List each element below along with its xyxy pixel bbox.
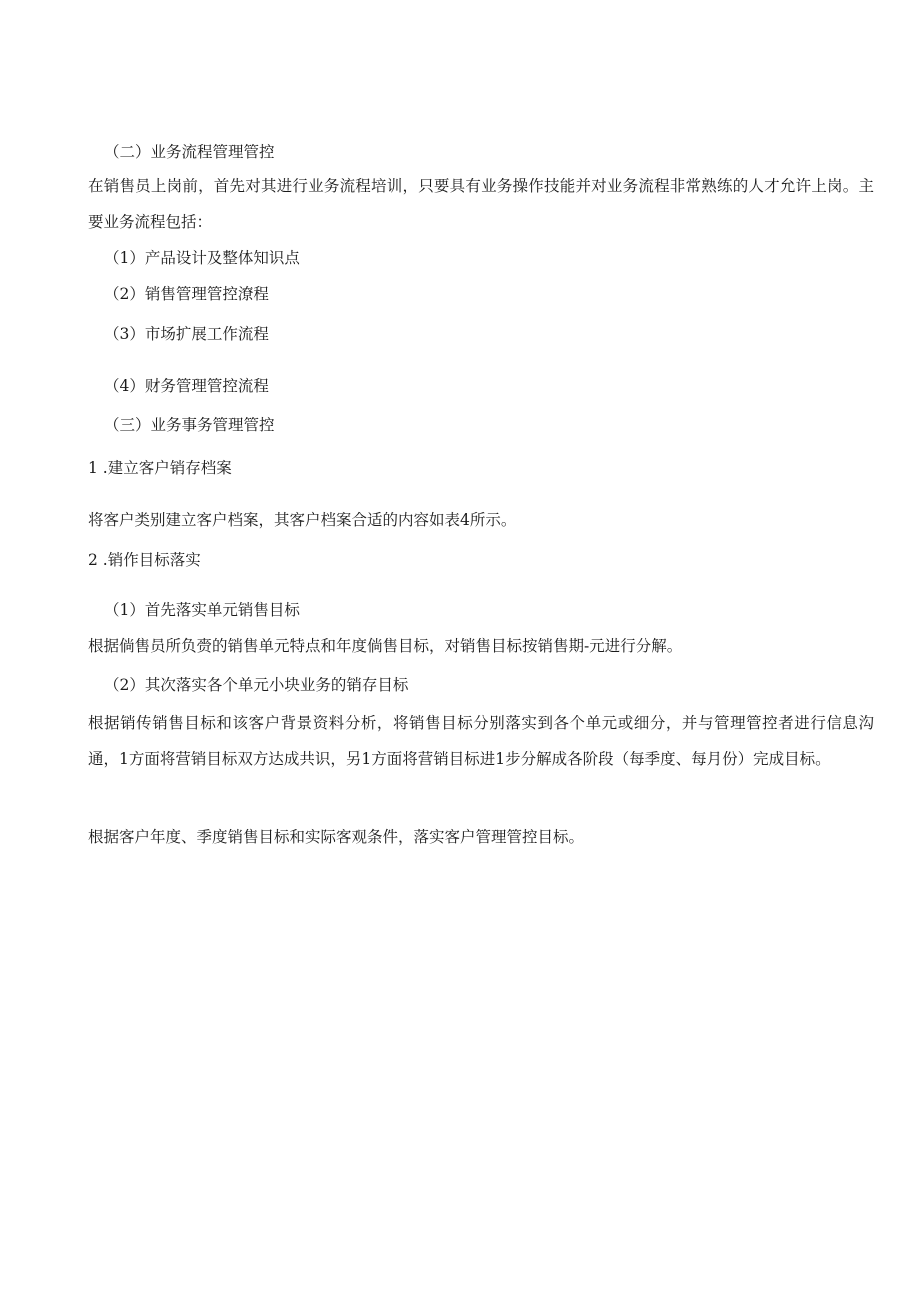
item-2-heading: 2 .销作目标落实 xyxy=(88,551,201,569)
process-item-1: （1）产品设计及整体知识点 xyxy=(104,249,300,267)
section-3-heading: （三）业务事务管理管控 xyxy=(104,416,275,434)
section-2-heading: （二）业务流程管理管控 xyxy=(104,143,275,161)
sub-2-paragraph xyxy=(88,705,874,777)
process-item-4: （4）财务管理管控流程 xyxy=(104,377,269,395)
section-2-intro-text: 在销售员上岗前，首先对其进行业务流程培训，只要具有业务操作技能并对业务流程非常熟练的人才允许上岗。主要业务流程包括： xyxy=(88,177,874,231)
item-1-heading: 1 .建立客户销存档案 xyxy=(88,459,232,477)
section-2-intro xyxy=(88,168,874,240)
closing-text: 根据客户年度、季度销售目标和实际客观条件，落实客户管理管控目标。 xyxy=(88,828,585,846)
sub-1-text: 根据倘售员所负赍的销售单元特点和年度倘售目标，对销售目标按销售期-元进行分解。 xyxy=(88,637,683,655)
sub-2-heading: （2）其次落实各个单元小块业务的销存目标 xyxy=(104,676,409,694)
sub-2-text: 根据销传销售目标和该客户背景资料分析，将销售目标分别落实到各个单元或细分，并与管理管控者进行信息沟通，1方面将营销目标双方达成共识，另1方面将营销目标进1步分解成各阶段（每季度、每月份）完成目标。 xyxy=(88,714,874,768)
process-item-3: （3）市场扩展工作流程 xyxy=(104,325,269,343)
sub-1-heading: （1）首先落实单元销售目标 xyxy=(104,601,300,619)
item-1-text: 将客户类别建立客户档案，其客户档案合适的内容如表4所示。 xyxy=(88,511,517,529)
process-item-2: （2）销售管理管控潦程 xyxy=(104,285,269,303)
